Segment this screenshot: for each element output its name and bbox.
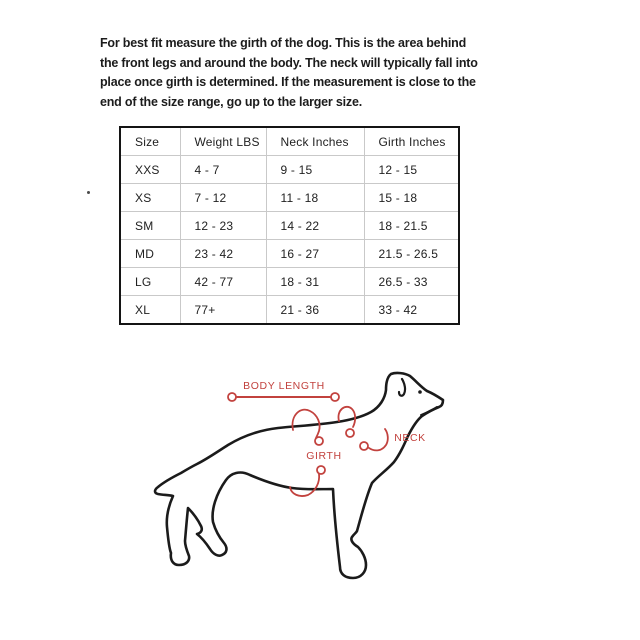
table-cell: 33 - 42 <box>364 296 459 325</box>
table-cell: 14 - 22 <box>266 212 364 240</box>
girth-bottom-circle <box>317 466 325 474</box>
measurement-annotations <box>228 393 388 496</box>
table-cell: SM <box>120 212 180 240</box>
girth-bottom-arc <box>290 474 319 496</box>
intro-paragraph <box>100 34 478 112</box>
table-row <box>120 240 459 268</box>
girth-label: GIRTH <box>306 450 342 462</box>
table-cell: 23 - 42 <box>180 240 266 268</box>
table-cell: 4 - 7 <box>180 156 266 184</box>
neck-top-circle <box>346 429 354 437</box>
table-cell: 12 - 15 <box>364 156 459 184</box>
intro-line: the front legs and around the body. The neck will typically fall into <box>100 55 478 70</box>
neck-label: NECK <box>394 432 426 444</box>
size-chart-body <box>120 156 459 325</box>
column-header-girth: Girth Inches <box>364 127 459 156</box>
table-cell: MD <box>120 240 180 268</box>
header-row <box>120 127 459 156</box>
dog-measurement-diagram <box>150 355 460 595</box>
column-header-size: Size <box>135 134 160 149</box>
dog-eye <box>418 390 422 394</box>
size-chart <box>119 126 460 325</box>
body-length-end-circle <box>228 393 236 401</box>
table-cell: 12 - 23 <box>180 212 266 240</box>
neck-front-arc <box>369 429 388 450</box>
table-cell: 11 - 18 <box>266 184 364 212</box>
intro-line: end of the size range, go up to the larger size. <box>100 94 362 109</box>
dog-mouth-line <box>421 407 437 415</box>
table-cell: 21 - 36 <box>266 296 364 325</box>
table-cell: 16 - 27 <box>266 240 364 268</box>
table-row <box>120 268 459 296</box>
girth-top-circle <box>315 437 323 445</box>
stray-dot <box>87 191 90 194</box>
dog-ear <box>399 379 405 396</box>
table-row <box>120 156 459 184</box>
table-cell: 15 - 18 <box>364 184 459 212</box>
table-cell: XS <box>120 184 180 212</box>
table-cell: 9 - 15 <box>266 156 364 184</box>
table-row <box>120 212 459 240</box>
dog-body-outline <box>155 373 443 578</box>
column-header-neck: Neck Inches <box>266 127 364 156</box>
body-length-end-circle <box>331 393 339 401</box>
table-cell: 77+ <box>180 296 266 325</box>
table-cell: 7 - 12 <box>180 184 266 212</box>
table-cell: 26.5 - 33 <box>364 268 459 296</box>
table-cell: 18 - 31 <box>266 268 364 296</box>
intro-line: place once girth is determined. If the measurement is close to the <box>100 75 476 89</box>
size-chart-table <box>119 126 460 325</box>
table-cell: XXS <box>120 156 180 184</box>
intro-line: For best fit measure the girth of the dog. This is the area behind <box>100 36 467 50</box>
neck-front-circle <box>360 442 368 450</box>
column-header-weight: Weight LBS <box>180 127 266 156</box>
table-row <box>120 184 459 212</box>
dog-outline <box>155 373 443 578</box>
table-cell: 18 - 21.5 <box>364 212 459 240</box>
table-row <box>120 296 459 325</box>
table-cell: 42 - 77 <box>180 268 266 296</box>
table-cell: XL <box>120 296 180 325</box>
body-length-label: BODY LENGTH <box>243 380 325 392</box>
table-cell: LG <box>120 268 180 296</box>
table-cell: 21.5 - 26.5 <box>364 240 459 268</box>
neck-top-arc <box>338 407 355 427</box>
